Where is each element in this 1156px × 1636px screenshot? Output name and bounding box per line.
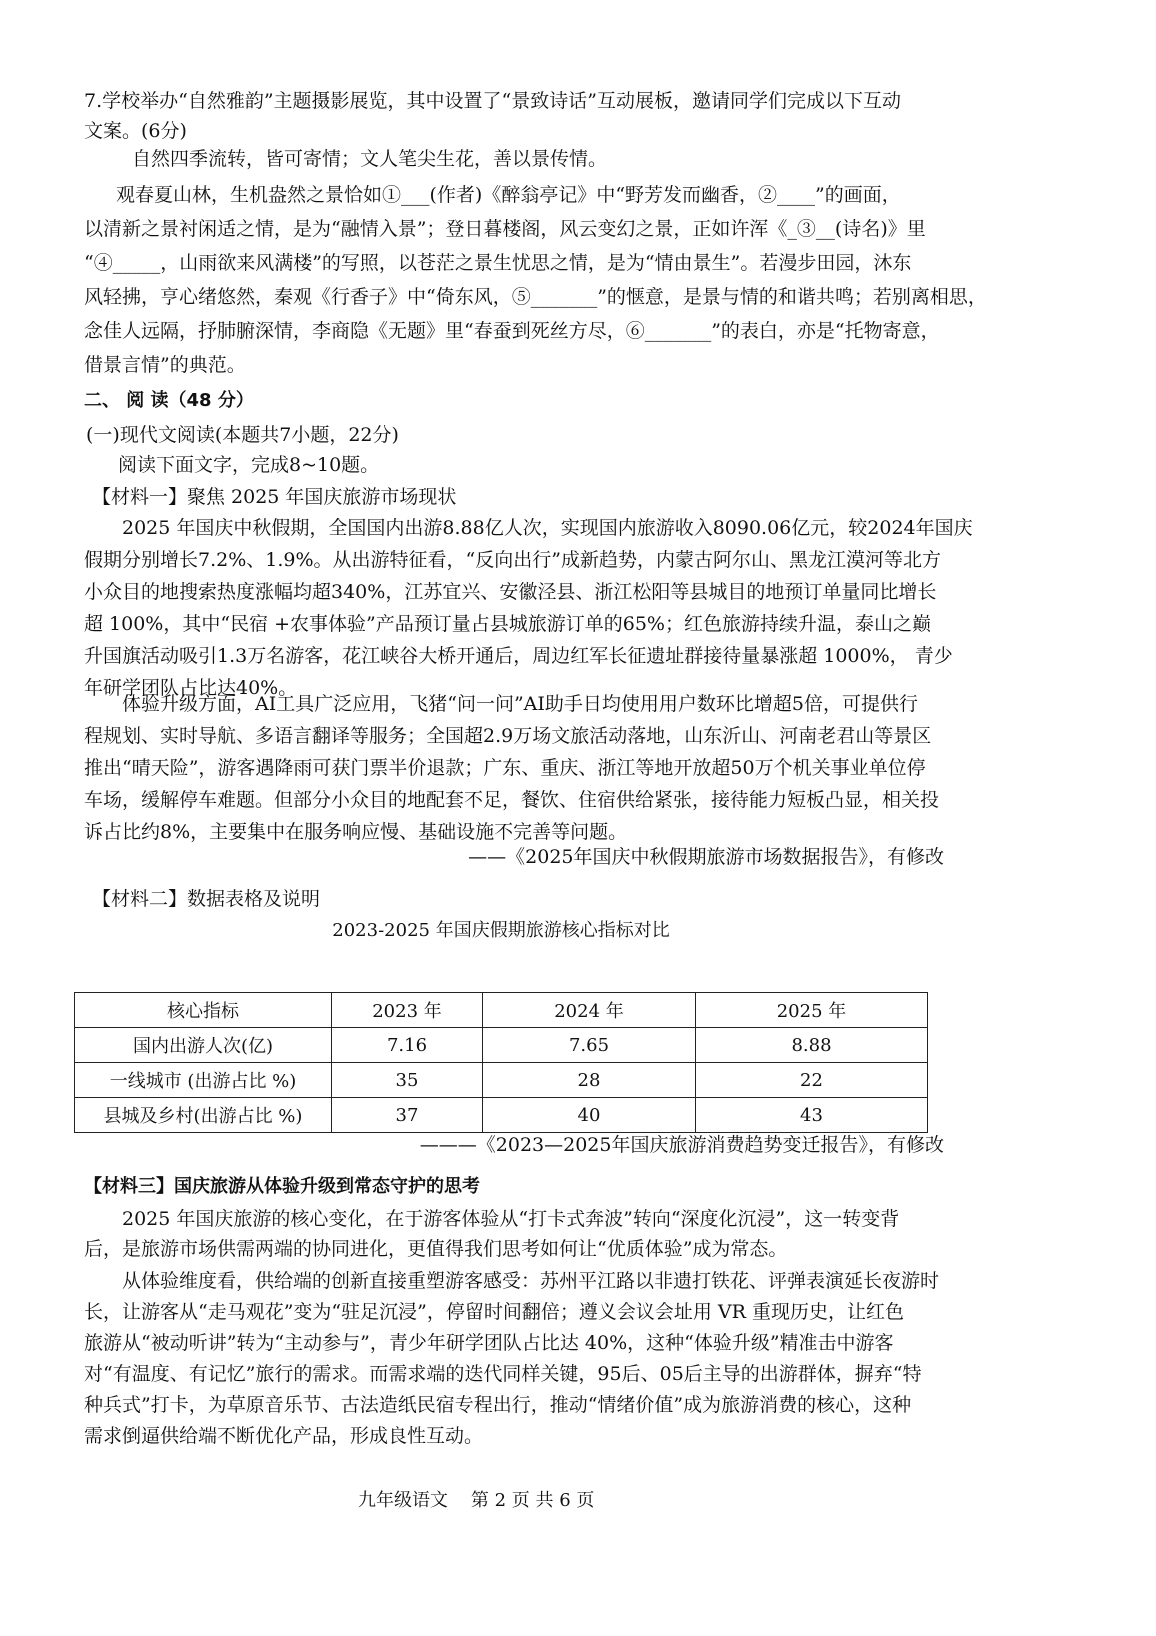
material-3-para-1 [84,1204,1084,1264]
table-cell: 8.88 [696,1028,928,1063]
q7-intro [84,144,1084,174]
table-header-cell: 2025 年 [696,993,928,1028]
table-cell: 国内出游人次(亿) [75,1028,332,1063]
m1-line: 体验升级方面，AI工具广泛应用，飞猪“问一问”AI助手日均使用用户数环比增超5倍，可提供行 [122,693,918,715]
m1-line: 升国旗活动吸引1.3万名游客，花江峡谷大桥开通后，周边红军长征遗址群接待量暴涨超 1000%， 青少 [84,645,953,667]
table-header-cell: 2023 年 [332,993,483,1028]
m1-line: 推出“晴天险”，游客遇降雨可获门票半价退款；广东、重庆、浙江等地开放超50万个机关事业单位停 [84,757,926,779]
m1-line: 年研学团队占比达40%。 [84,677,298,699]
material-1-para-2 [84,688,1084,848]
section-2-instruction: 阅读下面文字，完成8~10题。 [118,454,380,476]
material-3-title: 【材料三】国庆旅游从体验升级到常态守护的思考 [84,1176,480,1197]
table-cell: 35 [332,1063,483,1098]
m1-line: 小众目的地搜索热度涨幅均超340%，江苏宜兴、安徽泾县、浙江松阳等县城目的地预订单量同比增长 [84,581,937,603]
indicator-table [74,992,928,1133]
q7-fill-paragraph [84,178,1084,382]
material-1-para-1 [84,512,1084,704]
q7-line: 念佳人远隔，抒肺腑深情，李商隐《无题》里“春蚕到死丝方尽，⑥_______”的表白，亦是“托物寄意， [84,320,940,342]
m1-line: 程规划、实时导航、多语言翻译等服务；全国超2.9万场文旅活动落地，山东沂山、河南老君山等景区 [84,725,932,747]
m1-line: 车场，缓解停车难题。但部分小众目的地配套不足，餐饮、住宿供给紧张，接待能力短板凸显，相关投 [84,789,940,811]
m1-line: 2025 年国庆中秋假期，全国国内出游8.88亿人次，实现国内旅游收入8090.06亿元，较2024年国庆 [122,517,973,539]
table-row [75,1028,928,1063]
m3-line: 2025 年国庆旅游的核心变化，在于游客体验从“打卡式奔波”转向“深度化沉浸”，这一转变背 [122,1208,900,1230]
q7-line: “④_____，山雨欲来风满楼”的写照，以苍茫之景生忧思之情，是为“情由景生”。若漫步田园，沐东 [84,252,912,274]
question-7 [84,86,1084,146]
table-cell: 43 [696,1098,928,1133]
q7-line: 借景言情”的典范。 [84,354,246,376]
material-3-para-2 [84,1266,1084,1452]
section-2-sub: (一)现代文阅读(本题共7小题，22分) [86,424,399,446]
question-7-line: 7.学校举办“自然雅韵”主题摄影展览，其中设置了“景致诗话”互动展板，邀请同学们完成以下互动 [84,90,901,112]
m3-line: 需求倒逼供给端不断优化产品，形成良性互动。 [84,1425,484,1447]
material-1-title: 【材料一】聚焦 2025 年国庆旅游市场现状 [92,486,457,508]
table-cell: 40 [483,1098,696,1133]
m3-line: 对“有温度、有记忆”旅行的需求。而需求端的迭代同样关键，95后、05后主导的出游群体，摒弃“特 [84,1363,922,1385]
m3-line: 后，是旅游市场供需两端的协同进化，更值得我们思考如何让“优质体验”成为常态。 [84,1238,788,1260]
q7-line: 观春夏山林，生机盎然之景恰如①___(作者)《醉翁亭记》中“野芳发而幽香，②____”的画面， [116,184,901,206]
material-2-title: 【材料二】数据表格及说明 [92,888,321,910]
table-header-row [75,993,928,1028]
m1-line: 超 100%，其中“民宿 +农事体验”产品预订量占县城旅游订单的65%；红色旅游持续升温，泰山之巅 [84,613,931,635]
table-cell: 22 [696,1063,928,1098]
m1-line: 假期分别增长7.2%、1.9%。从出游特征看，“反向出行”成新趋势，内蒙古阿尔山、黑龙江漠河等北方 [84,549,941,571]
table-caption: 2023-2025 年国庆假期旅游核心指标对比 [332,920,670,941]
m3-line: 长，让游客从“走马观花”变为“驻足沉浸”，停留时间翻倍；遵义会议会址用 VR 重现历史，让红色 [84,1301,904,1323]
question-7-line: 文案。(6分) [84,120,187,142]
table-cell: 7.65 [483,1028,696,1063]
table-header-cell: 2024 年 [483,993,696,1028]
table-row [75,1098,928,1133]
table-cell: 37 [332,1098,483,1133]
material-1-source: ——《2025年国庆中秋假期旅游市场数据报告》，有修改 [468,846,944,868]
m3-line: 旅游从“被动听讲”转为“主动参与”，青少年研学团队占比达 40%，这种“体验升级”精准击中游客 [84,1332,894,1354]
table-cell: 7.16 [332,1028,483,1063]
section-2-heading: 二、 阅 读（48 分） [84,390,254,411]
q7-line: 以清新之景衬闲适之情，是为“融情入景”；登日暮楼阁，风云变幻之景，正如许浑《_③__(诗名)》里 [84,218,926,240]
table-header-cell: 核心指标 [75,993,332,1028]
m3-line: 从体验维度看，供给端的创新直接重塑游客感受：苏州平江路以非遗打铁花、评弹表演延长夜游时 [122,1270,940,1292]
q7-intro-text: 自然四季流转，皆可寄情；文人笔尖生花，善以景传情。 [132,148,608,170]
table-row [75,1063,928,1098]
material-2-source: ———《2023—2025年国庆旅游消费趋势变迁报告》，有修改 [419,1134,944,1156]
q7-line: 风轻拂，亨心绪悠然，秦观《行香子》中“倚东风，⑤_______”的惬意，是景与情的和谐共鸣；若别离相思， [84,286,987,308]
m3-line: 种兵式”打卡，为草原音乐节、古法造纸民宿专程出行，推动“情绪价值”成为旅游消费的核心，这种 [84,1394,912,1416]
table-cell: 一线城市 (出游占比 %) [75,1063,332,1098]
table-cell: 28 [483,1063,696,1098]
m1-line: 诉占比约8%，主要集中在服务响应慢、基础设施不完善等问题。 [84,821,628,843]
table-cell: 县城及乡村(出游占比 %) [75,1098,332,1133]
page-footer: 九年级语文 第 2 页 共 6 页 [358,1490,595,1511]
